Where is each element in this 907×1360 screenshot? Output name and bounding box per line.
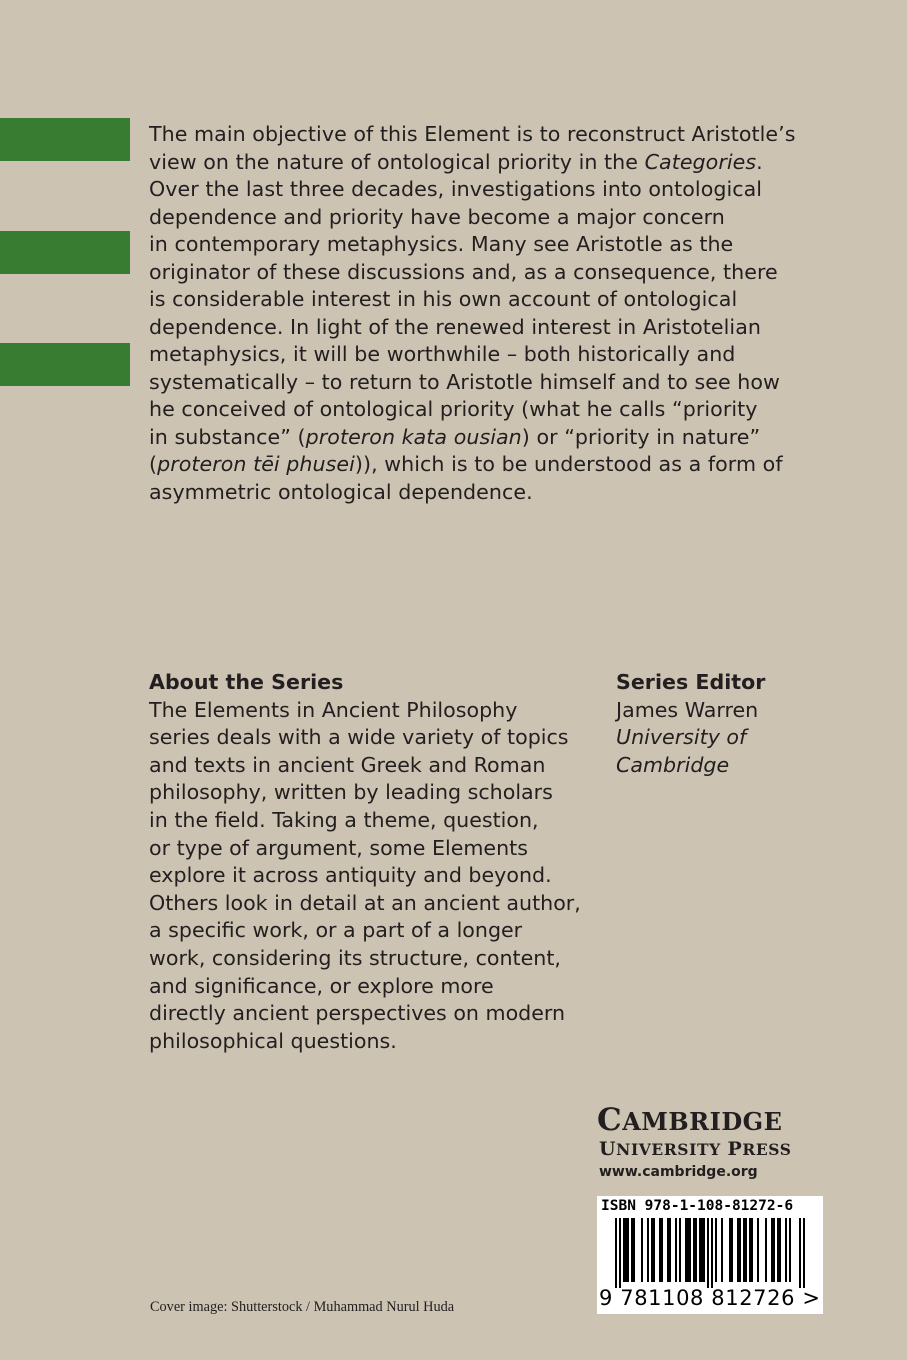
barcode-bar: [739, 1218, 741, 1282]
barcode-bar: [675, 1218, 677, 1282]
barcode-digits: 9 781108 812726 >: [599, 1286, 821, 1310]
barcode-bar: [743, 1218, 745, 1282]
abstract-line: view on the nature of ontological priority in the Categories.: [149, 149, 763, 174]
barcode-bar: [777, 1218, 779, 1282]
about-series-line: philosophical questions.: [149, 1028, 397, 1053]
barcode-bar: [627, 1218, 629, 1282]
abstract-line: metaphysics, it will be worthwhile – both historically and: [149, 342, 736, 366]
barcode-bar: [757, 1218, 759, 1282]
barcode-bar: [721, 1218, 723, 1282]
abstract-line: (proteron tēi phusei)), which is to be understood as a form of: [149, 452, 783, 476]
barcode-bar: [687, 1218, 689, 1282]
abstract-line: The main objective of this Element is to reconstruct Aristotle’s: [149, 122, 796, 146]
about-series-line: in the field. Taking a theme, question,: [149, 807, 539, 832]
barcode-bar: [659, 1218, 661, 1282]
barcode-bar: [669, 1218, 671, 1282]
abstract-blurb: [149, 121, 819, 506]
barcode-bar: [695, 1218, 697, 1282]
barcode-bar: [785, 1218, 787, 1282]
barcode-bar: [633, 1218, 635, 1282]
series-editor: [616, 669, 856, 779]
publisher-subtitle: UNIVERSITY PRESS: [599, 1138, 792, 1160]
barcode-bar: [667, 1218, 669, 1282]
barcode-bar: [615, 1218, 617, 1288]
barcode-bar: [685, 1218, 687, 1282]
barcode-bar: [641, 1218, 643, 1282]
barcode-bar: [651, 1218, 653, 1282]
abstract-line: he conceived of ontological priority (what he calls “priority: [149, 397, 758, 421]
about-series-line: Others look in detail at an ancient author,: [149, 890, 581, 915]
barcode-bar: [661, 1218, 663, 1282]
barcode-bar: [653, 1218, 655, 1282]
barcode-bar: [729, 1218, 731, 1282]
series-editor-affiliation-2: Cambridge: [616, 752, 730, 777]
about-series-line: directly ancient perspectives on modern: [149, 1001, 566, 1026]
abstract-line: is considerable interest in his own account of ontological: [149, 287, 738, 311]
barcode-bar: [689, 1218, 691, 1282]
barcode-bar: [701, 1218, 703, 1282]
barcode-bar: [699, 1218, 701, 1282]
abstract-line: systematically – to return to Aristotle himself and to see how: [149, 369, 780, 394]
about-series-body: [149, 697, 589, 1056]
barcode-bar: [803, 1218, 805, 1288]
barcode-bar: [799, 1218, 801, 1288]
barcode-bar: [745, 1218, 747, 1282]
series-editor-affiliation: University of: [616, 725, 747, 750]
isbn-barcode: [597, 1196, 823, 1314]
barcode-bar: [751, 1218, 753, 1282]
about-series-line: or type of argument, some Elements: [149, 835, 528, 860]
series-editor-name: James Warren: [616, 697, 759, 722]
barcode-bar: [773, 1218, 775, 1282]
publisher-url: www.cambridge.org: [599, 1164, 758, 1180]
barcode-bar: [715, 1218, 717, 1282]
abstract-line: in contemporary metaphysics. Many see Aristotle as the: [149, 232, 734, 256]
cover-image-credit: Cover image: Shutterstock / Muhammad Nurul Huda: [150, 1299, 455, 1315]
barcode-bar: [779, 1218, 781, 1282]
barcode-bars: [597, 1218, 823, 1288]
barcode-bar: [647, 1218, 649, 1282]
barcode-bar: [737, 1218, 739, 1282]
about-series-line: work, considering its structure, content,: [149, 945, 561, 970]
abstract-line: asymmetric ontological dependence.: [149, 479, 533, 504]
about-series-line: and significance, or explore more: [149, 973, 494, 998]
barcode-bar: [703, 1218, 705, 1282]
barcode-bar: [631, 1218, 633, 1282]
abstract-line: Over the last three decades, investigations into ontological: [149, 177, 763, 201]
about-series-line: explore it across antiquity and beyond.: [149, 863, 552, 888]
about-series-line: series deals with a wide variety of topics: [149, 725, 569, 750]
abstract-line: originator of these discussions and, as a consequence, there: [149, 259, 778, 284]
barcode-bar: [623, 1218, 625, 1282]
accent-bar-middle: [0, 231, 130, 274]
publisher-logo: [597, 1104, 827, 1183]
accent-bar-top: [0, 118, 130, 161]
barcode-bar: [707, 1218, 709, 1288]
about-series-line: a specific work, or a part of a longer: [149, 918, 523, 943]
barcode-bar: [625, 1218, 627, 1282]
about-series-line: and texts in ancient Greek and Roman: [149, 752, 546, 777]
publisher-name: CAMBRIDGE: [597, 1102, 783, 1138]
barcode-bar: [693, 1218, 695, 1282]
barcode-bar: [679, 1218, 681, 1282]
about-the-series: [149, 669, 589, 1055]
barcode-bar: [619, 1218, 621, 1288]
barcode-bar: [749, 1218, 751, 1282]
barcode-bar: [789, 1218, 791, 1282]
series-editor-heading: Series Editor: [616, 670, 766, 694]
barcode-bar: [771, 1218, 773, 1282]
abstract-line: dependence and priority have become a major concern: [149, 204, 725, 229]
about-series-line: philosophy, written by leading scholars: [149, 780, 553, 805]
isbn-label: ISBN 978-1-108-81272-6: [601, 1198, 794, 1214]
barcode-bar: [731, 1218, 733, 1282]
about-series-line: The Elements in Ancient Philosophy: [149, 697, 518, 722]
barcode-bar: [765, 1218, 767, 1282]
abstract-line: in substance” (proteron kata ousian) or “priority in nature”: [149, 424, 761, 449]
accent-bar-bottom: [0, 343, 130, 386]
about-series-heading: About the Series: [149, 670, 344, 694]
abstract-line: dependence. In light of the renewed interest in Aristotelian: [149, 314, 761, 339]
barcode-bar: [711, 1218, 713, 1288]
